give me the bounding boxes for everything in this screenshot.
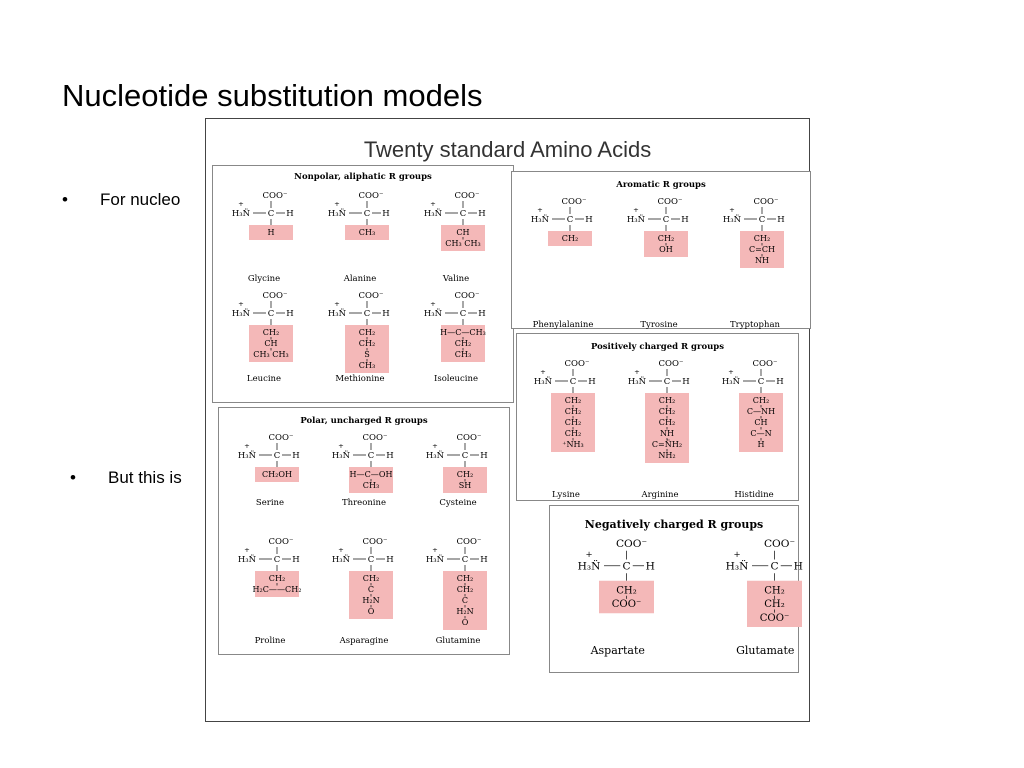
alpha-carbon-label: C bbox=[273, 555, 281, 565]
alpha-carbon-label: C bbox=[363, 309, 371, 319]
slide-title: Nucleotide substitution models bbox=[62, 78, 483, 113]
alpha-carbon-label: C bbox=[367, 555, 375, 565]
hydrogen-label: H bbox=[382, 309, 390, 319]
hydrogen-label: H bbox=[386, 451, 394, 461]
amino-acid-name: Proline bbox=[254, 636, 286, 646]
side-chain-label: CH₂OH bbox=[261, 470, 293, 479]
side-chain-label: COO⁻ bbox=[611, 599, 642, 610]
side-chain-label: H—C—CH₃ bbox=[440, 328, 486, 337]
charge-label: + bbox=[732, 550, 741, 560]
side-chain-label: NH₂ bbox=[658, 451, 676, 460]
amino-acid-glutamate bbox=[712, 532, 820, 682]
amino-acid-phenylalanine bbox=[520, 192, 606, 330]
alpha-carbon-label: C bbox=[273, 451, 281, 461]
panel-heading: Nonpolar, aliphatic R groups bbox=[294, 172, 432, 182]
side-chain-label: CH₃ bbox=[454, 350, 472, 359]
amine-label: H₃N̈ bbox=[425, 451, 445, 461]
alpha-carbon-label: C bbox=[461, 555, 469, 565]
amino-acid-name: Alanine bbox=[343, 274, 377, 284]
structure-diagram bbox=[617, 354, 703, 474]
amine-label: H₃N̈ bbox=[627, 377, 647, 387]
amine-label: H₃N̈ bbox=[423, 309, 443, 319]
side-chain-label: CH₂ bbox=[262, 328, 280, 337]
amine-label: H₃N̈ bbox=[722, 215, 742, 225]
side-chain-label: H₂N bbox=[362, 596, 380, 605]
charge-label: + bbox=[244, 442, 250, 450]
bullet-text: But this is bbox=[108, 468, 182, 487]
side-chain-label: CH₂ bbox=[358, 328, 376, 337]
amino-acid-name: Arginine bbox=[641, 490, 679, 500]
charge-label: + bbox=[238, 200, 244, 208]
side-chain-label: CH₂ bbox=[564, 396, 582, 405]
carboxyl-label: COO⁻ bbox=[358, 191, 384, 201]
charge-label: + bbox=[338, 442, 344, 450]
side-chain-label: NH bbox=[754, 256, 770, 265]
hydrogen-label: H bbox=[478, 209, 486, 219]
alpha-carbon-label: C bbox=[622, 559, 631, 573]
side-chain-label: H₂C——CH₂ bbox=[252, 585, 302, 594]
side-chain-label: CH₂ bbox=[564, 429, 582, 438]
side-chain-label: CH bbox=[264, 339, 278, 348]
amino-acid-name: Lysine bbox=[552, 490, 580, 500]
side-chain-label: CH₂ bbox=[561, 234, 579, 243]
amino-acid-tyrosine bbox=[616, 192, 702, 330]
alpha-carbon-label: C bbox=[459, 209, 467, 219]
bullet-marker: • bbox=[62, 190, 68, 209]
amino-acid-name: Isoleucine bbox=[433, 374, 479, 384]
side-chain-label: CH₂ bbox=[362, 574, 380, 583]
alpha-carbon-label: C bbox=[267, 309, 275, 319]
structure-diagram bbox=[221, 286, 307, 406]
alpha-carbon-label: C bbox=[758, 215, 766, 225]
structure-diagram bbox=[227, 532, 313, 652]
hydrogen-label: H bbox=[382, 209, 390, 219]
structure-diagram bbox=[616, 192, 702, 312]
hydrogen-label: H bbox=[793, 559, 803, 573]
hydrogen-label: H bbox=[286, 309, 294, 319]
side-chain-label: C=CH bbox=[748, 245, 776, 254]
panel-aromatic bbox=[511, 171, 811, 329]
amino-acid-name: Glutamine bbox=[435, 636, 481, 646]
amino-acid-asparagine bbox=[321, 532, 407, 652]
amine-label: H₃N̈ bbox=[533, 377, 553, 387]
amino-acid-name: Serine bbox=[255, 498, 285, 508]
side-chain-label: CH₃ CH₃ bbox=[253, 350, 289, 359]
charge-label: + bbox=[334, 200, 340, 208]
charge-label: + bbox=[334, 300, 340, 308]
carboxyl-label: COO⁻ bbox=[262, 191, 288, 201]
charge-label: + bbox=[540, 368, 546, 376]
side-chain-label: CH₂ bbox=[658, 407, 676, 416]
alpha-carbon-label: C bbox=[663, 377, 671, 387]
amine-label: H₃N̈ bbox=[577, 559, 601, 573]
side-chain-label: CH₃ CH₃ bbox=[445, 239, 481, 248]
amino-acid-aspartate bbox=[564, 532, 672, 682]
side-chain-label: CH₂ bbox=[564, 418, 582, 427]
charge-label: + bbox=[432, 546, 438, 554]
charge-label: + bbox=[537, 206, 543, 214]
charge-label: + bbox=[728, 368, 734, 376]
side-chain-label: CH₂ bbox=[268, 574, 286, 583]
hydrogen-label: H bbox=[286, 209, 294, 219]
carboxyl-label: COO⁻ bbox=[561, 197, 587, 207]
charge-label: + bbox=[244, 546, 250, 554]
carboxyl-label: COO⁻ bbox=[753, 197, 779, 207]
side-chain-label: CH bbox=[754, 418, 768, 427]
side-chain-label: CH₃ bbox=[358, 228, 376, 237]
amino-acid-threonine bbox=[321, 428, 407, 548]
hydrogen-label: H bbox=[386, 555, 394, 565]
side-chain-label: NH bbox=[659, 429, 675, 438]
side-chain-label: C bbox=[461, 596, 469, 605]
amino-acid-name: Tyrosine bbox=[640, 320, 678, 330]
side-chain-label: S bbox=[364, 350, 370, 359]
alpha-carbon-label: C bbox=[267, 209, 275, 219]
amino-acid-histidine bbox=[711, 354, 797, 500]
side-chain-label: SH bbox=[458, 481, 472, 490]
amino-acid-name: Cysteine bbox=[439, 498, 477, 508]
alpha-carbon-label: C bbox=[363, 209, 371, 219]
charge-label: + bbox=[430, 300, 436, 308]
side-chain-label: CH bbox=[456, 228, 470, 237]
charge-label: + bbox=[633, 206, 639, 214]
side-chain-label: C bbox=[367, 585, 375, 594]
carboxyl-label: COO⁻ bbox=[454, 191, 480, 201]
side-chain-label: O bbox=[367, 607, 375, 616]
amino-acid-name: Valine bbox=[442, 274, 470, 284]
hydrogen-label: H bbox=[292, 555, 300, 565]
side-chain-label: CH₂ bbox=[456, 574, 474, 583]
amino-acid-cysteine bbox=[415, 428, 501, 548]
structure-diagram bbox=[564, 532, 672, 682]
side-chain-label: CH₂ bbox=[658, 418, 676, 427]
alpha-carbon-label: C bbox=[662, 215, 670, 225]
amino-acid-serine bbox=[227, 428, 313, 548]
side-chain-label: H₂N bbox=[456, 607, 474, 616]
side-chain-label: CH₂ bbox=[564, 407, 582, 416]
hydrogen-label: H bbox=[777, 215, 785, 225]
side-chain-label: OH bbox=[659, 245, 673, 254]
amino-acid-figure bbox=[205, 118, 810, 722]
alpha-carbon-label: C bbox=[459, 309, 467, 319]
carboxyl-label: COO⁻ bbox=[362, 537, 388, 547]
hydrogen-label: H bbox=[776, 377, 784, 387]
amino-acid-name: Tryptophan bbox=[730, 320, 780, 330]
amine-label: H₃N̈ bbox=[231, 309, 251, 319]
amino-acid-leucine bbox=[221, 286, 307, 406]
side-chain-label: CH₃ bbox=[362, 481, 380, 490]
side-chain-label: CH₂ bbox=[658, 396, 676, 405]
amino-acid-lysine bbox=[523, 354, 609, 500]
structure-diagram bbox=[523, 354, 609, 474]
amine-label: H₃N̈ bbox=[331, 451, 351, 461]
amino-acid-name: Glycine bbox=[247, 274, 281, 284]
side-chain-label: CH₂ bbox=[753, 234, 771, 243]
panel-polar bbox=[218, 407, 510, 655]
structure-diagram bbox=[415, 532, 501, 652]
hydrogen-label: H bbox=[682, 377, 690, 387]
structure-diagram bbox=[712, 192, 798, 312]
amine-label: H₃N̈ bbox=[237, 451, 257, 461]
alpha-carbon-label: C bbox=[566, 215, 574, 225]
panel-heading: Negatively charged R groups bbox=[584, 518, 764, 531]
carboxyl-label: COO⁻ bbox=[362, 433, 388, 443]
charge-label: + bbox=[634, 368, 640, 376]
carboxyl-label: COO⁻ bbox=[358, 291, 384, 301]
amine-label: H₃N̈ bbox=[721, 377, 741, 387]
panel-heading: Polar, uncharged R groups bbox=[300, 416, 428, 426]
side-chain-label: C=N̈H₂ bbox=[651, 440, 683, 449]
bullet-text: For nucleo bbox=[100, 190, 181, 209]
amino-acid-glutamine bbox=[415, 532, 501, 652]
bullet-marker: • bbox=[70, 468, 76, 487]
side-chain-label: H—C—OH bbox=[349, 470, 393, 479]
carboxyl-label: COO⁻ bbox=[456, 537, 482, 547]
amine-label: H₃N̈ bbox=[237, 555, 257, 565]
structure-diagram bbox=[227, 428, 313, 548]
structure-diagram bbox=[321, 532, 407, 652]
side-chain-label: O bbox=[461, 618, 469, 627]
side-chain-label: CH₂ bbox=[752, 396, 770, 405]
carboxyl-label: COO⁻ bbox=[268, 433, 294, 443]
amino-acid-name: Histidine bbox=[734, 490, 774, 500]
amine-label: H₃N̈ bbox=[425, 555, 445, 565]
alpha-carbon-label: C bbox=[569, 377, 577, 387]
side-chain-label: ⁺NH₃ bbox=[562, 440, 584, 449]
hydrogen-label: H bbox=[681, 215, 689, 225]
hydrogen-label: H bbox=[645, 559, 655, 573]
side-chain-label: CH₃ bbox=[358, 361, 376, 370]
structure-diagram bbox=[413, 286, 499, 406]
carboxyl-label: COO⁻ bbox=[657, 197, 683, 207]
amine-label: H₃N̈ bbox=[327, 209, 347, 219]
amino-acid-tryptophan bbox=[712, 192, 798, 330]
amine-label: H₃N̈ bbox=[331, 555, 351, 565]
side-chain-label: H bbox=[267, 228, 275, 237]
hydrogen-label: H bbox=[480, 555, 488, 565]
alpha-carbon-label: C bbox=[757, 377, 765, 387]
carboxyl-label: COO⁻ bbox=[262, 291, 288, 301]
amine-label: H₃N̈ bbox=[626, 215, 646, 225]
panel-negative bbox=[549, 505, 803, 673]
amino-acid-arginine bbox=[617, 354, 703, 500]
carboxyl-label: COO⁻ bbox=[564, 359, 590, 369]
amino-acid-name: Threonine bbox=[341, 498, 387, 508]
panel-positive bbox=[516, 333, 799, 501]
alpha-carbon-label: C bbox=[367, 451, 375, 461]
carboxyl-label: COO⁻ bbox=[268, 537, 294, 547]
side-chain-label: C—N bbox=[750, 429, 772, 438]
side-chain-label: COO⁻ bbox=[759, 612, 789, 624]
amino-acid-name: Phenylalanine bbox=[532, 320, 594, 330]
side-chain-label: H bbox=[757, 440, 765, 449]
charge-label: + bbox=[430, 200, 436, 208]
side-chain-label: CH₂ bbox=[657, 234, 675, 243]
charge-label: + bbox=[729, 206, 735, 214]
side-chain-label: CH₂ bbox=[454, 339, 472, 348]
structure-diagram bbox=[321, 428, 407, 548]
amine-label: H₃N̈ bbox=[327, 309, 347, 319]
carboxyl-label: COO⁻ bbox=[615, 537, 648, 550]
hydrogen-label: H bbox=[292, 451, 300, 461]
figure-title: Twenty standard Amino Acids bbox=[363, 137, 652, 162]
alpha-carbon-label: C bbox=[461, 451, 469, 461]
side-chain-label: CH₂ bbox=[456, 585, 474, 594]
carboxyl-label: COO⁻ bbox=[763, 537, 795, 550]
amino-acid-proline bbox=[227, 532, 313, 652]
amino-acid-methionine bbox=[317, 286, 403, 406]
side-chain-label: CH₂ bbox=[763, 599, 785, 610]
amino-acid-name: Leucine bbox=[246, 374, 282, 384]
charge-label: + bbox=[338, 546, 344, 554]
amine-label: H₃N̈ bbox=[423, 209, 443, 219]
hydrogen-label: H bbox=[480, 451, 488, 461]
carboxyl-label: COO⁻ bbox=[456, 433, 482, 443]
amine-label: H₃N̈ bbox=[725, 559, 748, 573]
panel-nonpolar bbox=[212, 165, 514, 403]
alpha-carbon-label: C bbox=[769, 559, 779, 573]
carboxyl-label: COO⁻ bbox=[454, 291, 480, 301]
amino-acid-name: Methionine bbox=[335, 374, 385, 384]
structure-diagram bbox=[317, 286, 403, 406]
side-chain-label: CH₂ bbox=[616, 585, 637, 597]
hydrogen-label: H bbox=[585, 215, 593, 225]
amino-acid-name: Aspartate bbox=[590, 644, 645, 657]
panel-heading: Positively charged R groups bbox=[590, 342, 725, 352]
structure-diagram bbox=[711, 354, 797, 474]
amine-label: H₃N̈ bbox=[231, 209, 251, 219]
amine-label: H₃N̈ bbox=[530, 215, 550, 225]
charge-label: + bbox=[432, 442, 438, 450]
amino-acid-isoleucine bbox=[413, 286, 499, 406]
hydrogen-label: H bbox=[478, 309, 486, 319]
amino-acid-name: Glutamate bbox=[736, 644, 795, 657]
side-chain-label: C—NH bbox=[746, 407, 776, 416]
structure-diagram bbox=[520, 192, 606, 312]
hydrogen-label: H bbox=[588, 377, 596, 387]
carboxyl-label: COO⁻ bbox=[658, 359, 684, 369]
charge-label: + bbox=[585, 550, 593, 560]
carboxyl-label: COO⁻ bbox=[752, 359, 778, 369]
side-chain-label: CH₂ bbox=[763, 585, 785, 597]
structure-diagram bbox=[712, 532, 820, 682]
charge-label: + bbox=[238, 300, 244, 308]
side-chain-label: CH₂ bbox=[456, 470, 474, 479]
panel-heading: Aromatic R groups bbox=[616, 180, 706, 190]
structure-diagram bbox=[415, 428, 501, 548]
amino-acid-name: Asparagine bbox=[339, 636, 389, 646]
side-chain-label: CH₂ bbox=[358, 339, 376, 348]
